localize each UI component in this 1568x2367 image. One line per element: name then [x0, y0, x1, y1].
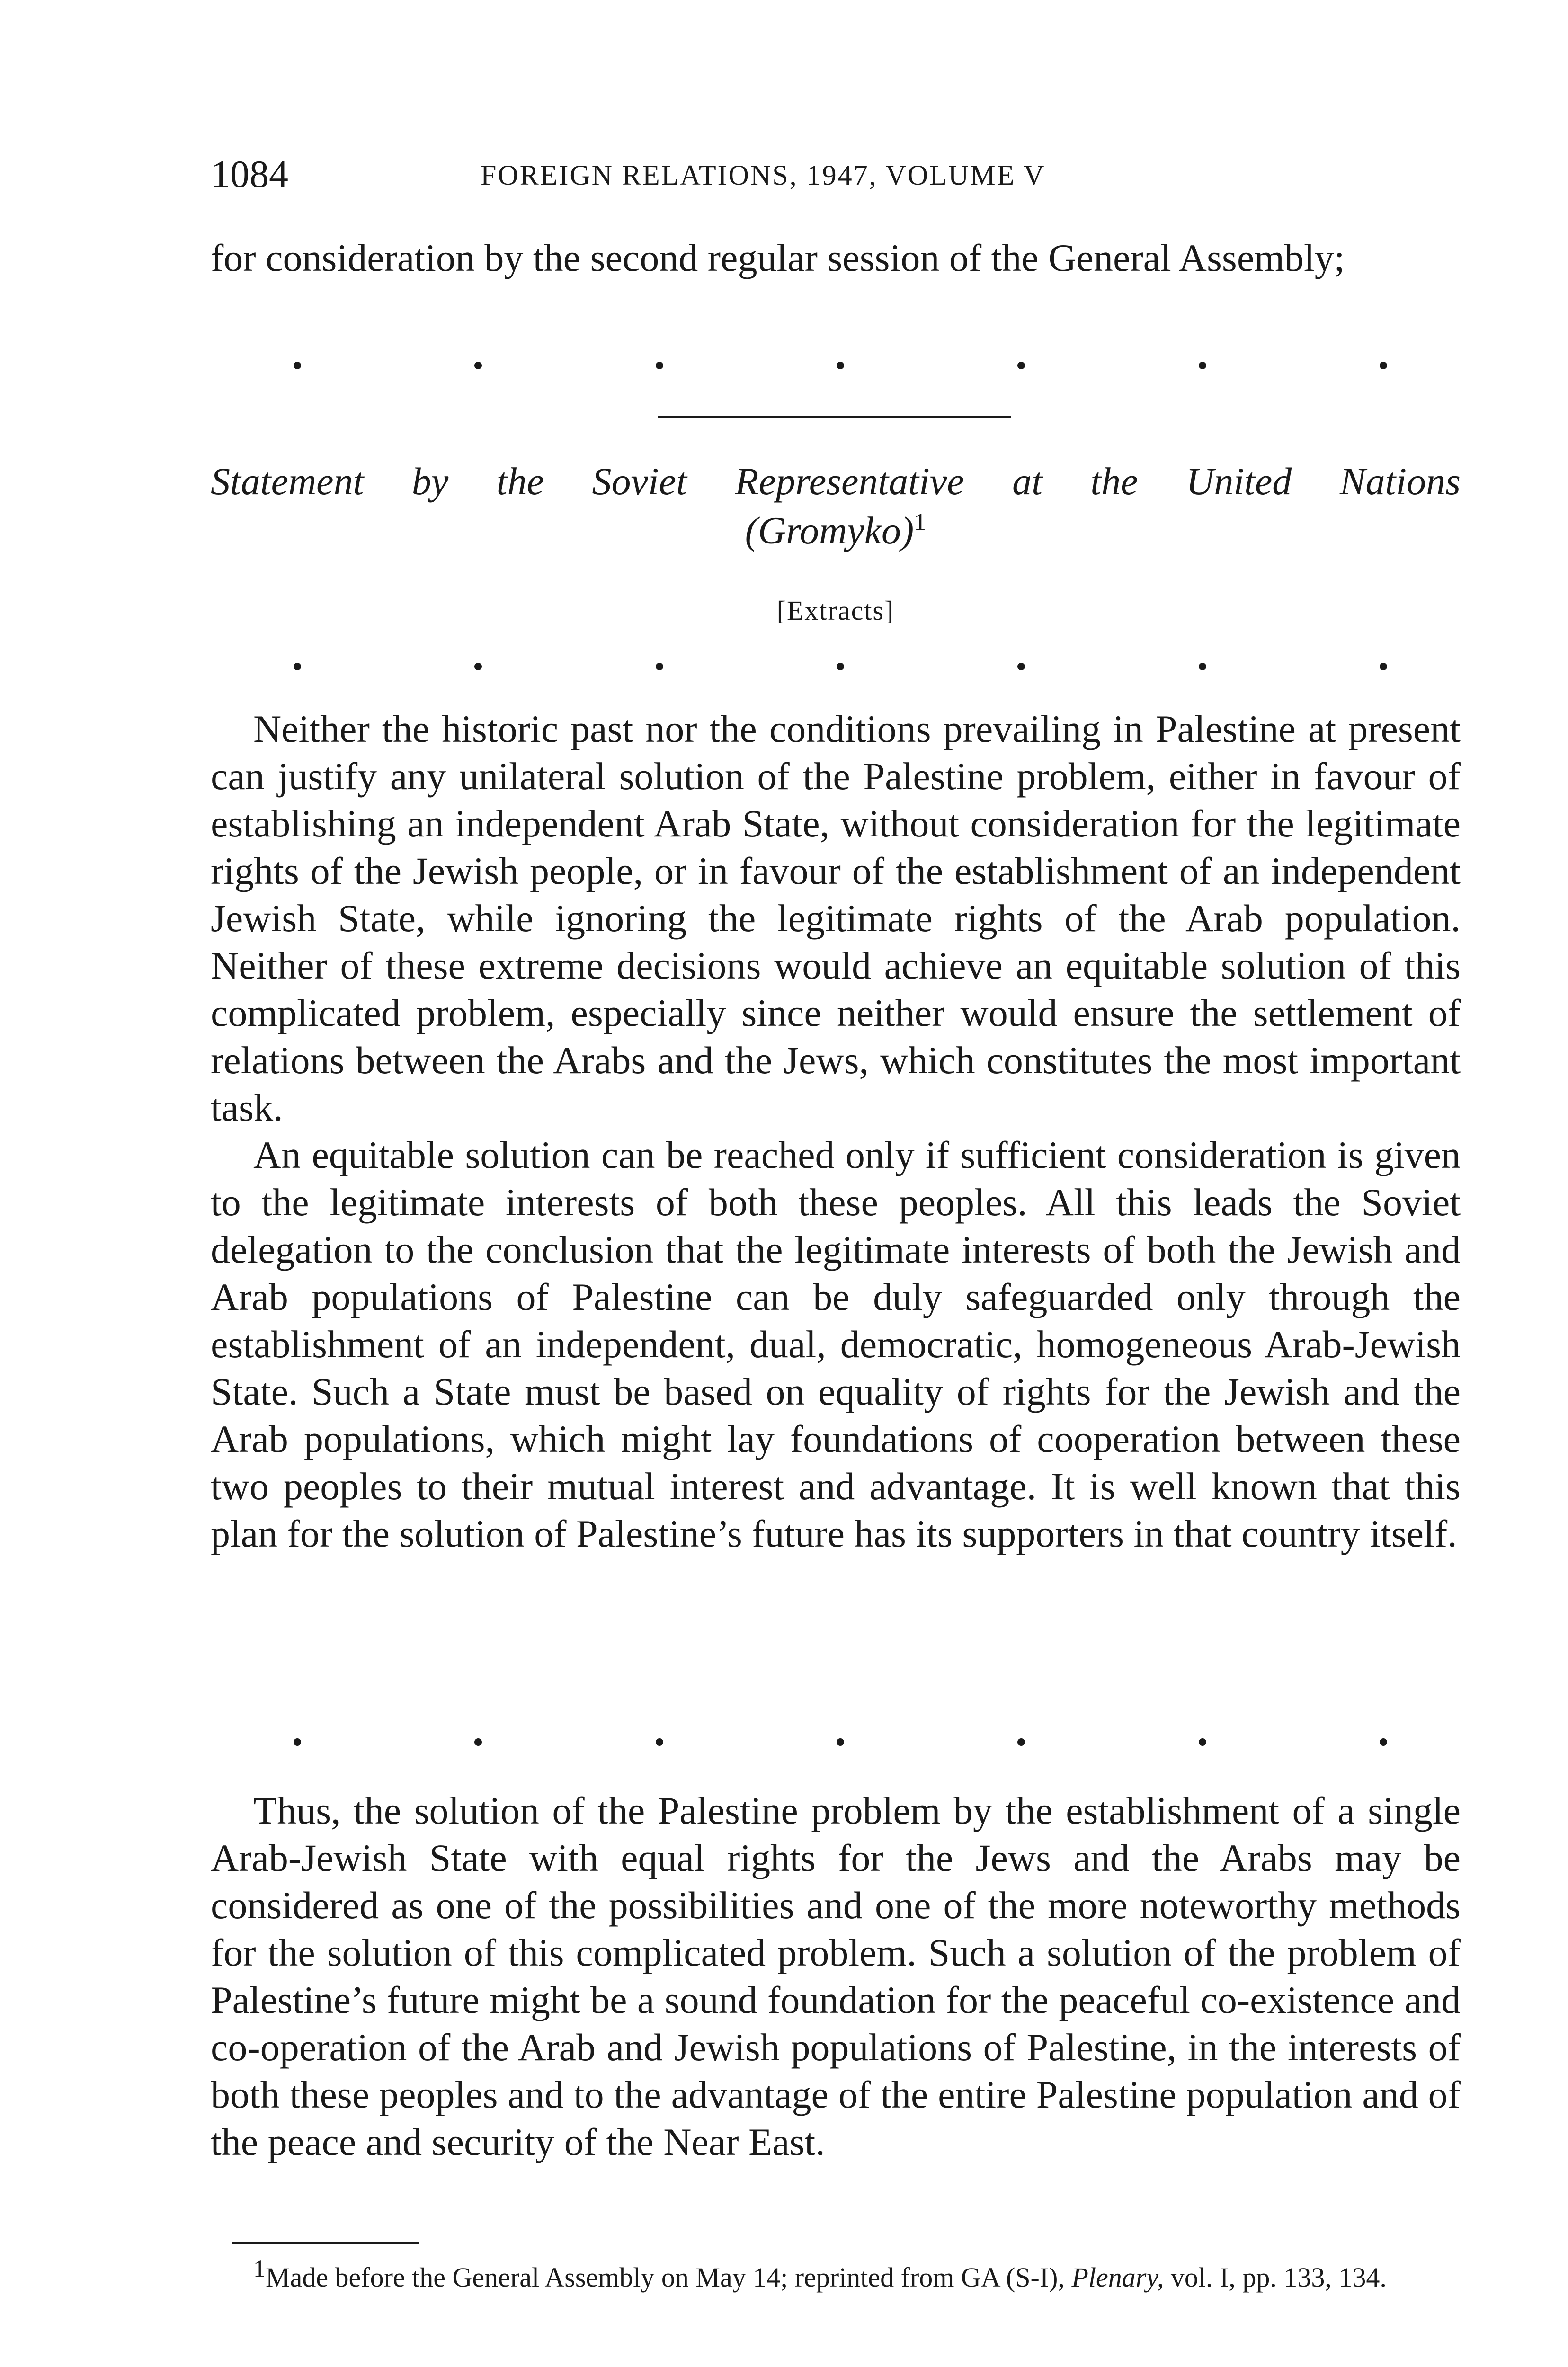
ellipsis-dot	[474, 1738, 482, 1746]
footnote-text-after: vol. I, pp. 133, 134.	[1170, 2262, 1387, 2293]
ellipsis-dot	[294, 663, 301, 670]
body-text-block-2	[211, 1787, 1461, 2166]
ellipsis-dot	[474, 663, 482, 670]
page-number: 1084	[211, 152, 288, 196]
body-paragraph: Thus, the solution of the Palestine problem by the establishment of a single Arab-Jewish State with equal rights for the Jews and the Arabs may be considered as one of the possibilities and one of the more noteworthy methods for the solution of this complicated problem. Such a solution of the problem of Palestine’s future might be a sound foundation for the peaceful co-existence and co-operation of the Arab and Jewish populations of Palestine, in the interests of both these peoples and to the advantage of the entire Palestine population and of the peace and security of the Near East.	[211, 1789, 1461, 2163]
ellipsis-dot	[1199, 1738, 1206, 1746]
page-header	[211, 151, 1470, 198]
ellipsis-dot	[1017, 1738, 1025, 1746]
footnote-paragraph	[211, 2255, 1461, 2295]
footnote	[211, 2255, 1461, 2295]
title-word: the	[496, 460, 544, 503]
intro-text-block	[211, 234, 1461, 282]
ellipsis-row-3	[294, 1733, 1387, 1752]
ellipsis-dot	[837, 663, 844, 670]
title-word: Representative	[735, 460, 964, 503]
ellipsis-dot	[837, 362, 844, 369]
statement-speaker	[211, 506, 1461, 555]
ellipsis-dot	[656, 1738, 663, 1746]
running-head: FOREIGN RELATIONS, 1947, VOLUME V	[481, 160, 1046, 191]
ellipsis-dot	[294, 362, 301, 369]
ellipsis-dot	[1199, 663, 1206, 670]
title-word: Soviet	[592, 460, 687, 503]
ellipsis-row-1	[294, 356, 1387, 375]
footnote-source-italic: Plenary,	[1071, 2262, 1164, 2293]
ellipsis-dot	[837, 1738, 844, 1746]
title-word: Nations	[1339, 460, 1461, 503]
footnote-text-before: Made before the General Assembly on May 14; reprinted from GA (S-I),	[266, 2262, 1065, 2293]
body-paragraph: An equitable solution can be reached only if sufficient consideration is given to the legitimate interests of both these peoples. All this leads the Soviet delegation to the conclusion that the legitimate interests of both the Jewish and Arab populations of Palestine can be duly safeguarded only through the establishment of an independent, dual, democratic, homogeneous Arab-Jewish State. Such a State must be based on equality of rights for the Jewish and the Arab populations, which might lay foundations of cooperation between these two peoples to their mutual interest and advantage. It is well known that this plan for the solution of Palestine’s future has its supporters in that country itself.	[211, 1133, 1461, 1555]
ellipsis-dot	[474, 362, 482, 369]
ellipsis-dot	[1017, 663, 1025, 670]
body-text-block-1	[211, 705, 1461, 1557]
ellipsis-dot	[1380, 663, 1387, 670]
intro-paragraph: for consideration by the second regular session of the General Assembly;	[211, 236, 1345, 279]
title-word: at	[1012, 460, 1042, 503]
ellipsis-dot	[1017, 362, 1025, 369]
body-paragraph: Neither the historic past nor the conditions prevailing in Palestine at present can justify any unilateral solution of the Palestine problem, either in favour of establishing an independent Arab State, without consideration for the legitimate rights of the Jewish people, or in favour of the establishment of an independent Jewish State, while ignoring the legitimate rights of the Arab population. Neither of these extreme decisions would achieve an equitable solution of this complicated problem, especially since neither would ensure the settlement of relations between the Arabs and the Jews, which constitutes the most important task.	[211, 707, 1461, 1129]
title-word: Statement	[211, 460, 364, 503]
footnote-marker: 1	[253, 2255, 266, 2283]
title-word: United	[1186, 460, 1292, 503]
section-divider-rule	[658, 416, 1011, 418]
footnote-reference: 1	[914, 508, 927, 536]
title-word: the	[1090, 460, 1138, 503]
footnote-divider-rule	[232, 2242, 419, 2244]
ellipsis-row-2	[294, 657, 1387, 676]
ellipsis-dot	[1199, 362, 1206, 369]
ellipsis-dot	[294, 1738, 301, 1746]
speaker-name: (Gromyko)	[745, 509, 914, 552]
ellipsis-dot	[656, 663, 663, 670]
extracts-label: [Extracts]	[776, 595, 895, 626]
ellipsis-dot	[1380, 362, 1387, 369]
title-word: by	[411, 460, 449, 503]
ellipsis-dot	[656, 362, 663, 369]
ellipsis-dot	[1380, 1738, 1387, 1746]
statement-title	[211, 457, 1461, 555]
statement-title-line	[211, 457, 1461, 506]
